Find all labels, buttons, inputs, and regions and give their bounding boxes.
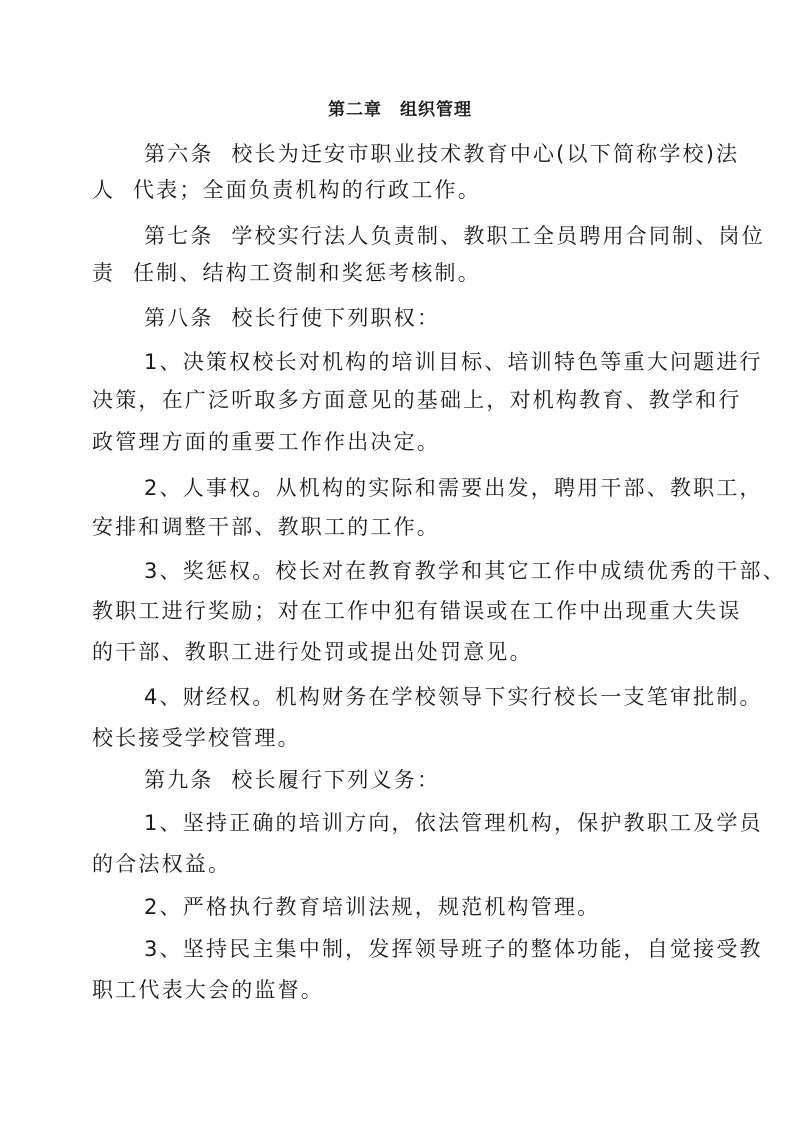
power-1-line-2: 决策，在广泛听取多方面意见的基础上，对机构教育、教学和行 — [92, 388, 742, 412]
duty-3-line-1: 3、坚持民主集中制，发挥领导班子的整体功能，自觉接受教 — [144, 937, 763, 961]
article-7-line-2: 责 任制、结构工资制和奖惩考核制。 — [92, 261, 481, 285]
power-4-line-2: 校长接受学校管理。 — [92, 726, 301, 750]
power-1-line-3: 政管理方面的重要工作作出决定。 — [92, 430, 440, 454]
chapter-title: 第二章 组织管理 — [328, 100, 472, 120]
article-8-heading: 第八条 校长行使下列职权： — [144, 306, 441, 330]
article-7-line-1: 第七条 学校实行法人负责制、教职工全员聘用合同制、岗位 — [144, 224, 765, 248]
power-4-line-1: 4、财经权。机构财务在学校领导下实行校长一支笔审批制。 — [144, 685, 763, 709]
article-9-heading: 第九条 校长履行下列义务： — [144, 768, 441, 792]
duty-1-line-1: 1、坚持正确的培训方向，依法管理机构，保护教职工及学员 — [144, 811, 763, 835]
duty-3-line-2: 职工代表大会的监督。 — [92, 978, 324, 1002]
power-3-line-3: 的干部、教职工进行处罚或提出处罚意见。 — [92, 640, 533, 664]
power-2-line-2: 安排和调整干部、教职工的工作。 — [92, 515, 440, 539]
duty-1-line-2: 的合法权益。 — [92, 852, 232, 876]
duty-2-line-1: 2、严格执行教育培训法规，规范机构管理。 — [144, 895, 601, 919]
power-3-line-2: 教职工进行奖励；对在工作中犯有错误或在工作中出现重大失误 — [92, 599, 742, 623]
article-6-line-2: 人 代表；全面负责机构的行政工作。 — [92, 178, 481, 202]
article-6-line-1: 第六条 校长为迁安市职业技术教育中心(以下简称学校)法 — [144, 142, 740, 166]
power-1-line-1: 1、决策权校长对机构的培训目标、培训特色等重大问题进行 — [144, 350, 763, 374]
power-2-line-1: 2、人事权。从机构的实际和需要出发，聘用干部、教职工， — [144, 476, 763, 500]
power-3-line-1: 3、奖惩权。校长对在教育教学和其它工作中成绩优秀的干部、 — [144, 559, 786, 583]
